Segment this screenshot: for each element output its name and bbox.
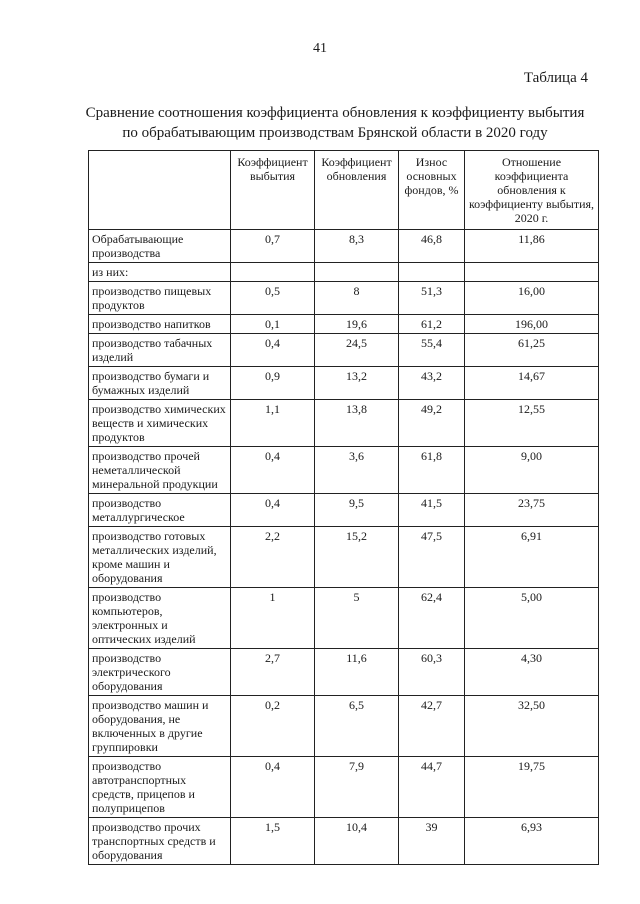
ratio-value: 6,91 bbox=[465, 527, 599, 588]
retirement-rate: 0,4 bbox=[231, 334, 315, 367]
renewal-rate: 3,6 bbox=[315, 447, 399, 494]
renewal-rate: 10,4 bbox=[315, 818, 399, 865]
retirement-rate: 1,5 bbox=[231, 818, 315, 865]
industry-name: производство электрического оборудования bbox=[89, 649, 231, 696]
wear-percent: 62,4 bbox=[399, 588, 465, 649]
ratio-value: 14,67 bbox=[465, 367, 599, 400]
table-row bbox=[89, 527, 599, 588]
wear-percent bbox=[399, 263, 465, 282]
header-wear: Износ основных фондов, % bbox=[399, 151, 465, 230]
wear-percent: 51,3 bbox=[399, 282, 465, 315]
retirement-rate: 0,4 bbox=[231, 757, 315, 818]
retirement-rate: 1,1 bbox=[231, 400, 315, 447]
header-renewal-rate: Коэффициент обновления bbox=[315, 151, 399, 230]
industry-name: производство металлургическое bbox=[89, 494, 231, 527]
retirement-rate: 2,7 bbox=[231, 649, 315, 696]
industry-name: производство табачных изделий bbox=[89, 334, 231, 367]
renewal-rate: 5 bbox=[315, 588, 399, 649]
renewal-rate: 15,2 bbox=[315, 527, 399, 588]
wear-percent: 43,2 bbox=[399, 367, 465, 400]
ratio-value: 32,50 bbox=[465, 696, 599, 757]
wear-percent: 61,8 bbox=[399, 447, 465, 494]
industry-name: Обрабатывающие производства bbox=[89, 230, 231, 263]
table-row bbox=[89, 263, 599, 282]
header-indicator bbox=[89, 151, 231, 230]
table-row bbox=[89, 757, 599, 818]
retirement-rate: 0,7 bbox=[231, 230, 315, 263]
data-table bbox=[88, 150, 599, 865]
renewal-rate: 13,2 bbox=[315, 367, 399, 400]
ratio-value: 61,25 bbox=[465, 334, 599, 367]
header-retirement-rate: Коэффициент выбытия bbox=[231, 151, 315, 230]
industry-name: производство прочей неметаллической минеральной продукции bbox=[89, 447, 231, 494]
ratio-value: 16,00 bbox=[465, 282, 599, 315]
table-row bbox=[89, 588, 599, 649]
header-ratio: Отношение коэффициента обновления к коэффициенту выбытия, 2020 г. bbox=[465, 151, 599, 230]
renewal-rate: 11,6 bbox=[315, 649, 399, 696]
table-row bbox=[89, 649, 599, 696]
wear-percent: 49,2 bbox=[399, 400, 465, 447]
wear-percent: 44,7 bbox=[399, 757, 465, 818]
retirement-rate: 1 bbox=[231, 588, 315, 649]
ratio-value: 9,00 bbox=[465, 447, 599, 494]
table-row bbox=[89, 315, 599, 334]
wear-percent: 46,8 bbox=[399, 230, 465, 263]
retirement-rate: 0,4 bbox=[231, 447, 315, 494]
retirement-rate: 0,2 bbox=[231, 696, 315, 757]
title-line-2: по обрабатывающим производствам Брянской области в 2020 году bbox=[122, 125, 548, 141]
wear-percent: 55,4 bbox=[399, 334, 465, 367]
industry-name: производство компьютеров, электронных и оптических изделий bbox=[89, 588, 231, 649]
industry-name: производство напитков bbox=[89, 315, 231, 334]
retirement-rate: 0,5 bbox=[231, 282, 315, 315]
document-title bbox=[80, 103, 590, 143]
industry-name: производство химических веществ и химических продуктов bbox=[89, 400, 231, 447]
industry-name: производство машин и оборудования, не включенных в другие группировки bbox=[89, 696, 231, 757]
ratio-value: 6,93 bbox=[465, 818, 599, 865]
industry-name: производство бумаги и бумажных изделий bbox=[89, 367, 231, 400]
retirement-rate: 0,1 bbox=[231, 315, 315, 334]
renewal-rate: 9,5 bbox=[315, 494, 399, 527]
renewal-rate: 8 bbox=[315, 282, 399, 315]
table-body bbox=[89, 230, 599, 865]
renewal-rate: 7,9 bbox=[315, 757, 399, 818]
page-number: 41 bbox=[313, 41, 327, 56]
ratio-value: 5,00 bbox=[465, 588, 599, 649]
retirement-rate: 2,2 bbox=[231, 527, 315, 588]
table-row bbox=[89, 334, 599, 367]
renewal-rate bbox=[315, 263, 399, 282]
wear-percent: 42,7 bbox=[399, 696, 465, 757]
table-row bbox=[89, 230, 599, 263]
retirement-rate: 0,4 bbox=[231, 494, 315, 527]
retirement-rate: 0,9 bbox=[231, 367, 315, 400]
wear-percent: 60,3 bbox=[399, 649, 465, 696]
table-row bbox=[89, 818, 599, 865]
renewal-rate: 13,8 bbox=[315, 400, 399, 447]
renewal-rate: 19,6 bbox=[315, 315, 399, 334]
renewal-rate: 6,5 bbox=[315, 696, 399, 757]
ratio-value: 196,00 bbox=[465, 315, 599, 334]
table-header-row bbox=[89, 151, 599, 230]
table-row bbox=[89, 282, 599, 315]
industry-name: производство пищевых продуктов bbox=[89, 282, 231, 315]
table-row bbox=[89, 367, 599, 400]
ratio-value bbox=[465, 263, 599, 282]
ratio-value: 4,30 bbox=[465, 649, 599, 696]
table-row bbox=[89, 447, 599, 494]
industry-name: производство готовых металлических изделий, кроме машин и оборудования bbox=[89, 527, 231, 588]
title-line-1: Сравнение соотношения коэффициента обновления к коэффициенту выбытия bbox=[85, 105, 585, 121]
table-row bbox=[89, 400, 599, 447]
table-label: Таблица 4 bbox=[523, 70, 588, 86]
renewal-rate: 24,5 bbox=[315, 334, 399, 367]
ratio-value: 12,55 bbox=[465, 400, 599, 447]
ratio-value: 19,75 bbox=[465, 757, 599, 818]
renewal-rate: 8,3 bbox=[315, 230, 399, 263]
wear-percent: 61,2 bbox=[399, 315, 465, 334]
wear-percent: 41,5 bbox=[399, 494, 465, 527]
ratio-value: 23,75 bbox=[465, 494, 599, 527]
retirement-rate bbox=[231, 263, 315, 282]
wear-percent: 47,5 bbox=[399, 527, 465, 588]
wear-percent: 39 bbox=[399, 818, 465, 865]
table-row bbox=[89, 696, 599, 757]
industry-name: из них: bbox=[89, 263, 231, 282]
ratio-value: 11,86 bbox=[465, 230, 599, 263]
industry-name: производство прочих транспортных средств и оборудования bbox=[89, 818, 231, 865]
industry-name: производство автотранспортных средств, прицепов и полуприцепов bbox=[89, 757, 231, 818]
table-row bbox=[89, 494, 599, 527]
